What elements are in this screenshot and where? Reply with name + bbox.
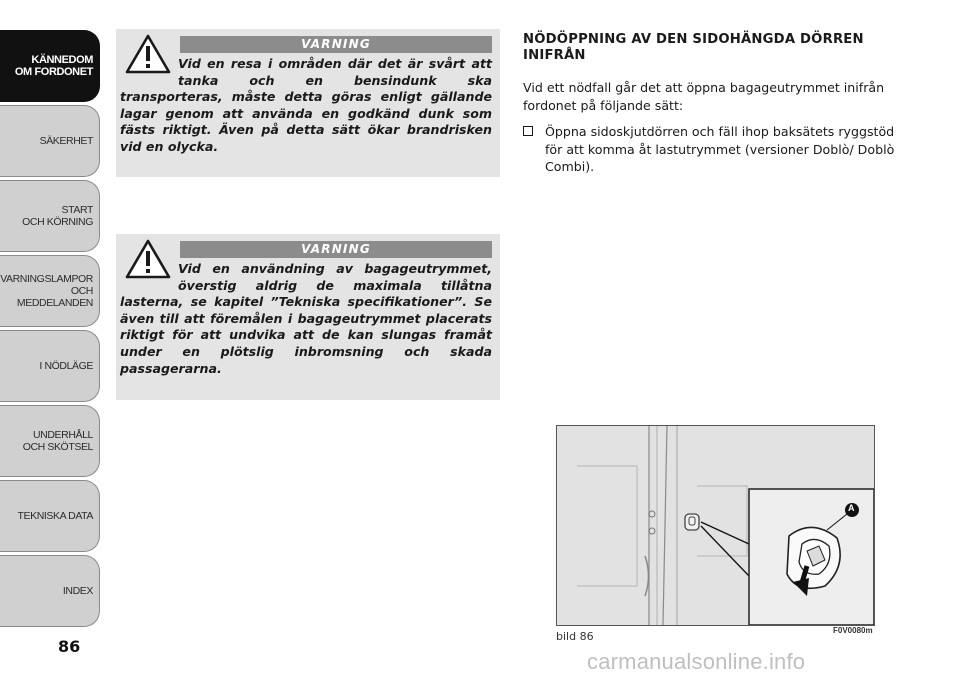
instruction-text: Öppna sidoskjutdörren och fäll ihop baksätets ryggstöd för att komma åt lastutrymmet (versioner Doblò/ Doblò Combi). (545, 124, 895, 174)
tab-kannedom-om-fordonet[interactable] (0, 30, 100, 102)
tab-i-nodlage[interactable] (0, 330, 100, 402)
tab-label: KÄNNEDOM OM FORDONET (14, 54, 93, 78)
tab-label: I NÖDLÄGE (39, 360, 93, 372)
watermark: carmanualsonline.info (587, 649, 806, 674)
warning-box-cargo-load (116, 234, 500, 400)
figure-code: F0V0080m (833, 626, 873, 635)
tab-varningslampor[interactable] (0, 255, 100, 327)
warning-heading: VARNING (180, 36, 492, 53)
section-paragraph: Vid ett nödfall går det att öppna bagageutrymmet inifrån fordonet på följande sätt: (523, 80, 885, 113)
figure-caption: bild 86 (556, 630, 594, 643)
warning-text: Vid en användning av bagageutrymmet, överstig aldrig de maximala tillåtna lasterna, se kapitel ”Tekniska specifikationer”. Se även till att föremålen i bagageutrymmet placerats riktigt för att undvika att de kan slungas framåt under en plötslig inbromsning och skada passagerarna. (120, 261, 492, 376)
warning-box-fuel-can (116, 29, 500, 177)
door-illustration (557, 426, 874, 625)
instruction-bullet (523, 123, 911, 176)
tab-tekniska-data[interactable] (0, 480, 100, 552)
tab-label: TEKNISKA DATA (17, 510, 93, 522)
warning-heading: VARNING (180, 241, 492, 258)
callout-label: A (848, 503, 855, 513)
section-title: NÖDÖPPNING AV DEN SIDOHÄNGDA DÖRREN INIFRÅN (523, 32, 864, 63)
tab-label: VARNINGSLAMPOR OCH MEDDELANDEN (0, 273, 93, 309)
tab-underhall-och-skotsel[interactable] (0, 405, 100, 477)
warning-text: Vid en resa i områden där det är svårt att tanka och en bensindunk ska transporteras, måste detta göras enligt gällande lagar genom att använda en godkänd dunk som fästs riktigt. Även på detta sätt ökar brandrisken vid en olycka. (120, 56, 492, 154)
tab-label: SÄKERHET (39, 135, 93, 147)
tab-label: START OCH KÖRNING (22, 204, 93, 228)
tab-start-och-korning[interactable] (0, 180, 100, 252)
tab-label: INDEX (62, 585, 93, 597)
checkbox-bullet-icon (523, 126, 533, 136)
page-number: 86 (58, 637, 81, 656)
figure-door-interior (556, 425, 875, 626)
tab-index[interactable] (0, 555, 100, 627)
tab-sakerhet[interactable] (0, 105, 100, 177)
tab-label: UNDERHÅLL OCH SKÖTSEL (22, 429, 93, 453)
